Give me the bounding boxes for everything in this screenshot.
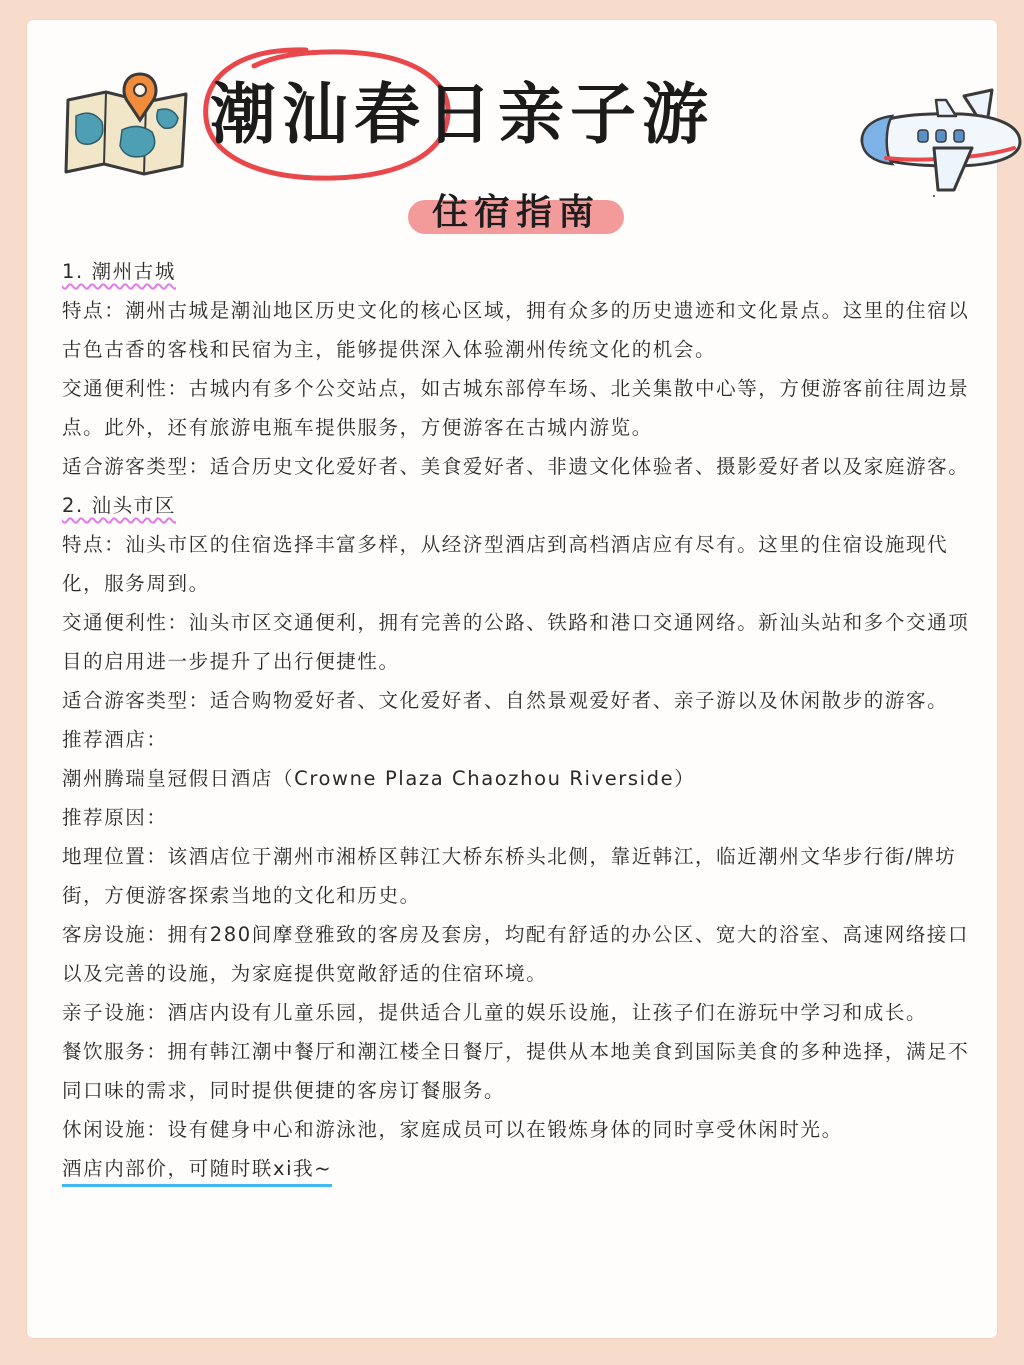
paragraph: 亲子设施：酒店内设有儿童乐园，提供适合儿童的娱乐设施，让孩子们在游玩中学习和成长。	[62, 1001, 928, 1024]
map-pin-icon	[62, 70, 192, 180]
airplane-icon	[842, 86, 1024, 198]
paragraph: 休闲设施：设有健身中心和游泳池，家庭成员可以在锻炼身体的同时享受休闲时光。	[62, 1118, 843, 1141]
contact-note: 酒店内部价，可随时联xi我~	[62, 1154, 332, 1187]
paragraph: 地理位置：该酒店位于潮州市湘桥区韩江大桥东桥头北侧，靠近韩江，临近潮州文华步行街/牌坊街，方便游客探索当地的文化和历史。	[62, 845, 957, 907]
subtitle-badge	[400, 186, 632, 240]
paragraph: 交通便利性：汕头市区交通便利，拥有完善的公路、铁路和港口交通网络。新汕头站和多个交通项目的启用进一步提升了出行便捷性。	[62, 611, 970, 673]
section-heading: 2. 汕头市区	[62, 494, 177, 517]
reason-label: 推荐原因：	[62, 806, 168, 829]
paragraph: 适合游客类型：适合历史文化爱好者、美食爱好者、非遗文化体验者、摄影爱好者以及家庭游客。	[62, 455, 970, 478]
hotel-name: 潮州腾瑞皇冠假日酒店（Crowne Plaza Chaozhou Riverside）	[62, 767, 696, 790]
paragraph: 交通便利性：古城内有多个公交站点，如古城东部停车场、北关集散中心等，方便游客前往周边景点。此外，还有旅游电瓶车提供服务，方便游客在古城内游览。	[62, 377, 970, 439]
paragraph: 特点：汕头市区的住宿选择丰富多样，从经济型酒店到高档酒店应有尽有。这里的住宿设施现代化，服务周到。	[62, 533, 949, 595]
recommend-label: 推荐酒店：	[62, 728, 168, 751]
paragraph: 客房设施：拥有280间摩登雅致的客房及套房，均配有舒适的办公区、宽大的浴室、高速网络接口以及完善的设施，为家庭提供宽敞舒适的住宿环境。	[62, 923, 970, 985]
subtitle-text: 住宿指南	[431, 192, 600, 233]
paragraph: 适合游客类型：适合购物爱好者、文化爱好者、自然景观爱好者、亲子游以及休闲散步的游客。	[62, 689, 949, 712]
paragraph: 特点：潮州古城是潮汕地区历史文化的核心区域，拥有众多的历史遗迹和文化景点。这里的住宿以古色古香的客栈和民宿为主，能够提供深入体验潮州传统文化的机会。	[62, 299, 970, 361]
paragraph: 餐饮服务：拥有韩江潮中餐厅和潮江楼全日餐厅，提供从本地美食到国际美食的多种选择，满足不同口味的需求，同时提供便捷的客房订餐服务。	[62, 1040, 970, 1102]
section-heading: 1. 潮州古城	[62, 260, 177, 283]
document-body	[62, 252, 972, 1312]
page-title: 潮汕春日亲子游	[210, 76, 714, 153]
